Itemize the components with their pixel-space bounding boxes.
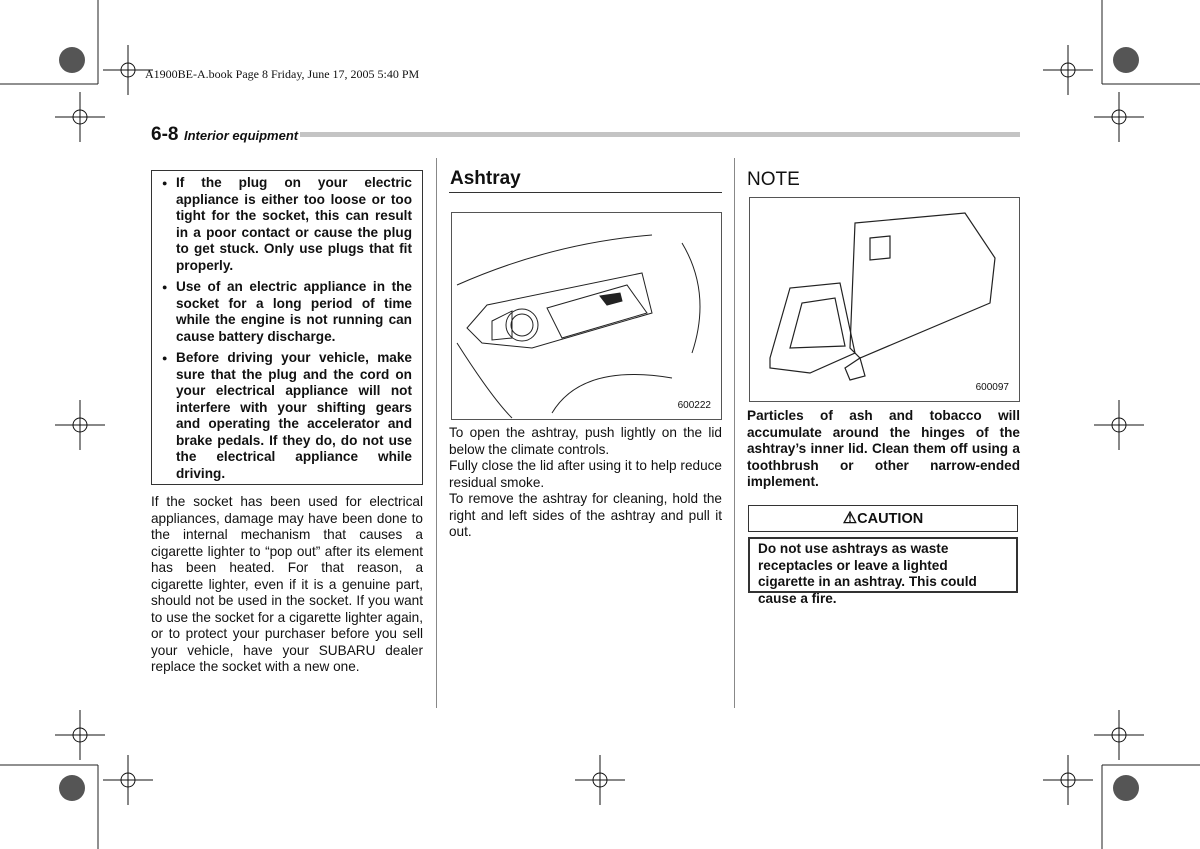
- section-bar: [300, 132, 1020, 137]
- ashtray-figure: [451, 212, 722, 420]
- ashtray-lid-figure: [749, 197, 1020, 402]
- socket-paragraph: If the socket has been used for electrical appliances, damage may have been done to the internal mechanism that causes a cigarette lighter to “pop out” after its element has been heated. For that reason, a cigarette lighter, even if it is a genuine part, should not be used in the socket. If you want to use the socket for a cigarette lighter again, or to protect your purchaser before you sell your vehicle, have your SUBARU dealer replace the socket with a new one.: [151, 494, 423, 674]
- note-heading: NOTE: [747, 169, 800, 190]
- section-title: Interior equipment: [184, 128, 299, 143]
- caution-label: CAUTION: [857, 511, 924, 527]
- warning-item: ● If the plug on your electric appliance is either too loose or too tight for the socket, this can result in a poor contact or cause the plug to get stuck. Only use plugs that fit properly.: [162, 175, 412, 274]
- column-divider: [734, 158, 735, 708]
- section-number: 6-8: [151, 124, 179, 145]
- caution-header: [748, 505, 1018, 532]
- figure-code: 600222: [677, 400, 711, 411]
- ashtray-heading: Ashtray: [450, 168, 521, 189]
- heading-rule: [449, 192, 722, 193]
- warning-item: ● Before driving your vehicle, make sure that the plug and the cord on your electrical appliance will not interfere with your shifting gears and operating the accelerator and brake pedals. If they do, do not use the electrical appliance while driving.: [162, 350, 412, 482]
- warning-item: ● Use of an electric appliance in the socket for a long period of time while the engine is not running can cause battery discharge.: [162, 279, 412, 345]
- warning-triangle-icon: ⚠: [842, 510, 858, 527]
- ashtray-lid-illustration: [750, 198, 1019, 401]
- caution-text: Do not use ashtrays as waste receptacles or leave a lighted cigarette in an ashtray. This could cause a fire.: [748, 537, 1018, 593]
- paragraph: Fully close the lid after using it to help reduce residual smoke.: [449, 458, 722, 490]
- print-header: A1900BE-A.book Page 8 Friday, June 17, 2005 5:40 PM: [145, 67, 420, 81]
- warning-box: [151, 170, 423, 485]
- ashtray-illustration: [452, 213, 721, 419]
- note-text: Particles of ash and tobacco will accumulate around the hinges of the ashtray’s inner lid. Clean them off using a toothbrush or other narrow-ended implement.: [747, 408, 1020, 489]
- figure-code: 600097: [975, 382, 1009, 393]
- paragraph: To open the ashtray, push lightly on the lid below the climate controls.: [449, 425, 722, 457]
- paragraph: To remove the ashtray for cleaning, hold the right and left sides of the ashtray and pull it out.: [449, 491, 722, 539]
- column-divider: [436, 158, 437, 708]
